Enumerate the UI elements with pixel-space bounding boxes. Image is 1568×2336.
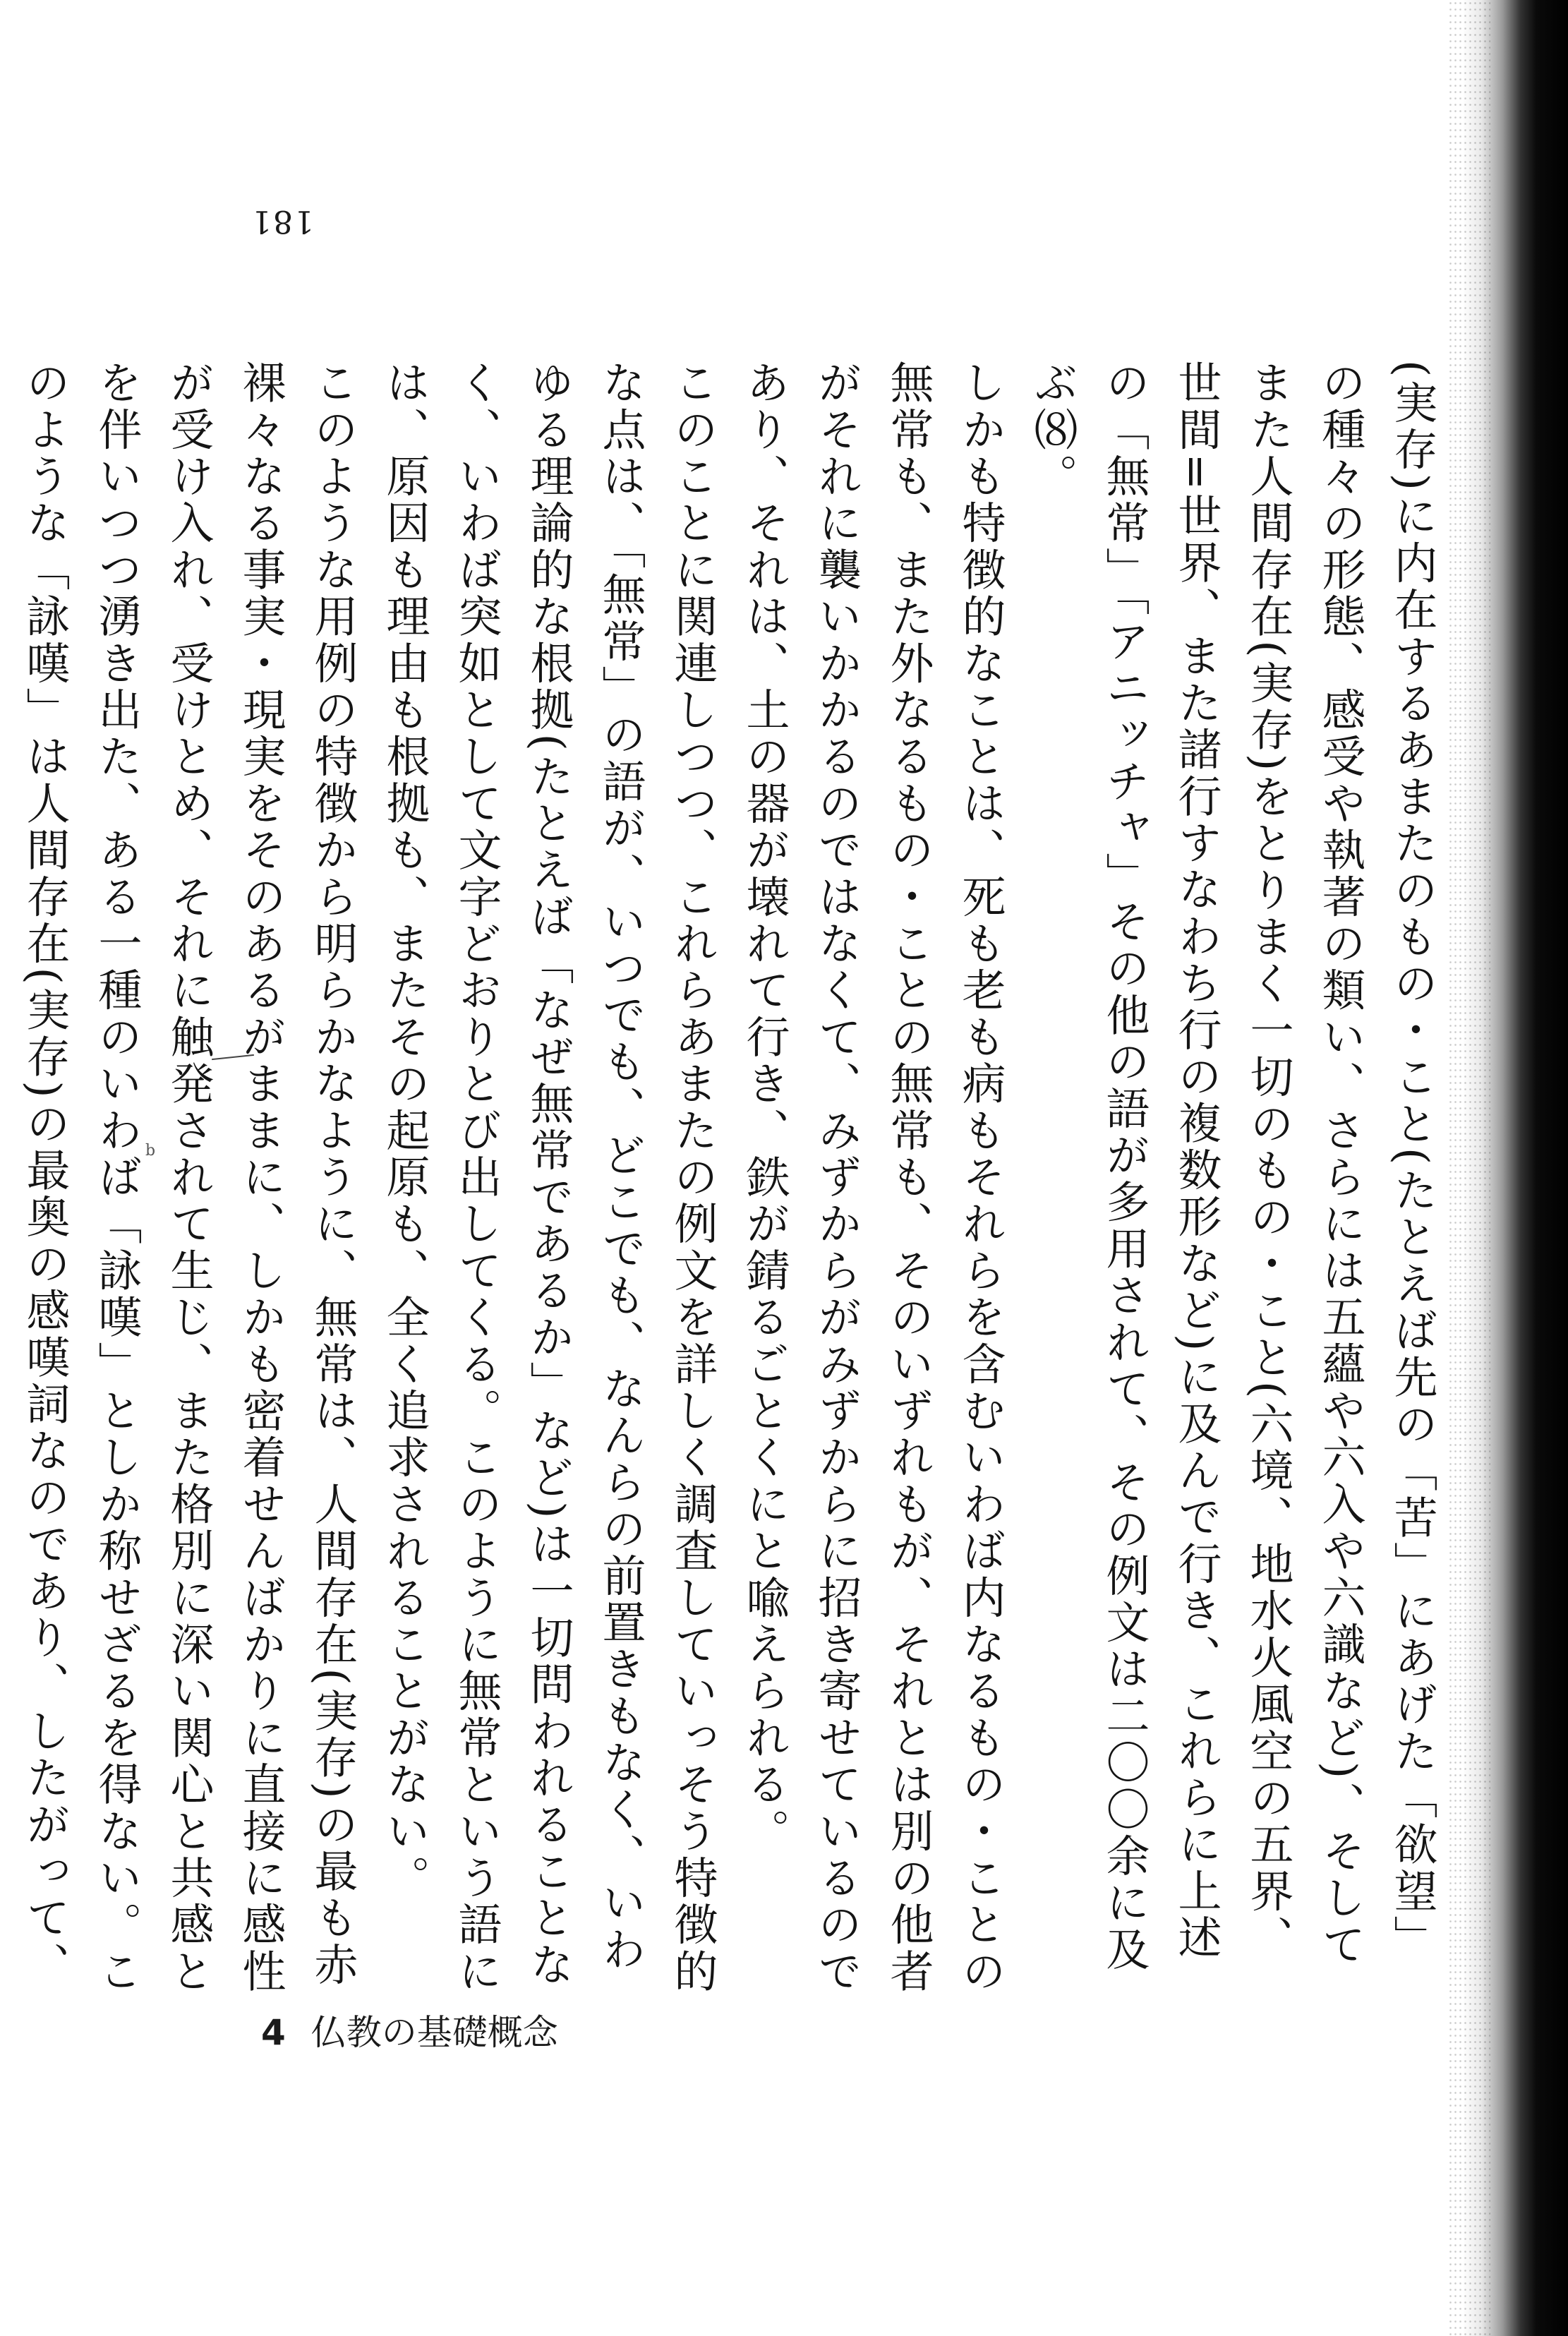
stray-mark: b (145, 1142, 156, 1160)
paragraph-4: このような用例の特徴から明らかなように、無常は、人間存在(実存)の最も赤裸々なる事実・現実をそのあるがままに、しかも密着せんばかりに直接に感性が受け入れ、受けとめ、それに触発されて生じ、また格別に深い関心と共感とを伴いつつ湧き出た、ある一種のいわば「詠嘆」としか称せざるを得ない。このような「詠嘆」は人間存在(実存)の最奥の感嘆詞なのであり、したがって、 (19, 360, 358, 1995)
paragraph-3: このことに関連しつつ、これらあまたの例文を詳しく調査していっそう特徴的な点は、「無常」の語が、いつでも、どこでも、なんらの前置きもなく、いわゆる理論的な根拠(たとえば「なぜ無常であるか」など)は一切問われることなく、いわば突如として文字どおりとび出してくる。このように無常という語には、原因も理由も根拠も、またその起原も、全く追求されることがない。 (379, 360, 718, 1995)
scan-noise (1448, 0, 1490, 2336)
chapter-title: 仏教の基礎概念 (310, 2012, 558, 2053)
page-number: 181 (251, 203, 314, 239)
paragraph-2: しかも特徴的なことは、死も老も病もそれらを含むいわば内なるもの・ことの無常も、また外なるもの・ことの無常も、そのいずれもが、それとは別の他者がそれに襲いかかるのではなくて、みずからがみずからに招き寄せているのであり、それは、土の器が壊れて行き、鉄が錆るごとくにと喩えられる。 (739, 360, 1006, 1995)
chapter-number: 4 (261, 2012, 286, 2053)
body-text-vertical (19, 360, 1448, 1997)
running-footer (261, 2004, 558, 2055)
paragraph-1: (実存)に内在するあまたのもの・こと(たとえば先の「苦」にあげた「欲望」の種々の形態、感受や執著の類い、さらには五蘊や六入や六識など)、そしてまた人間存在(実存)をとりまく一切のもの・こと(六境、地水火風空の五界、世間=世界、また諸行すなわち行の複数形など)に及んで行き、これらに上述の「無常」「アニッチャ」その他の語が多用されて、その例文は二〇〇余に及ぶ⑻。 (1027, 360, 1438, 1973)
